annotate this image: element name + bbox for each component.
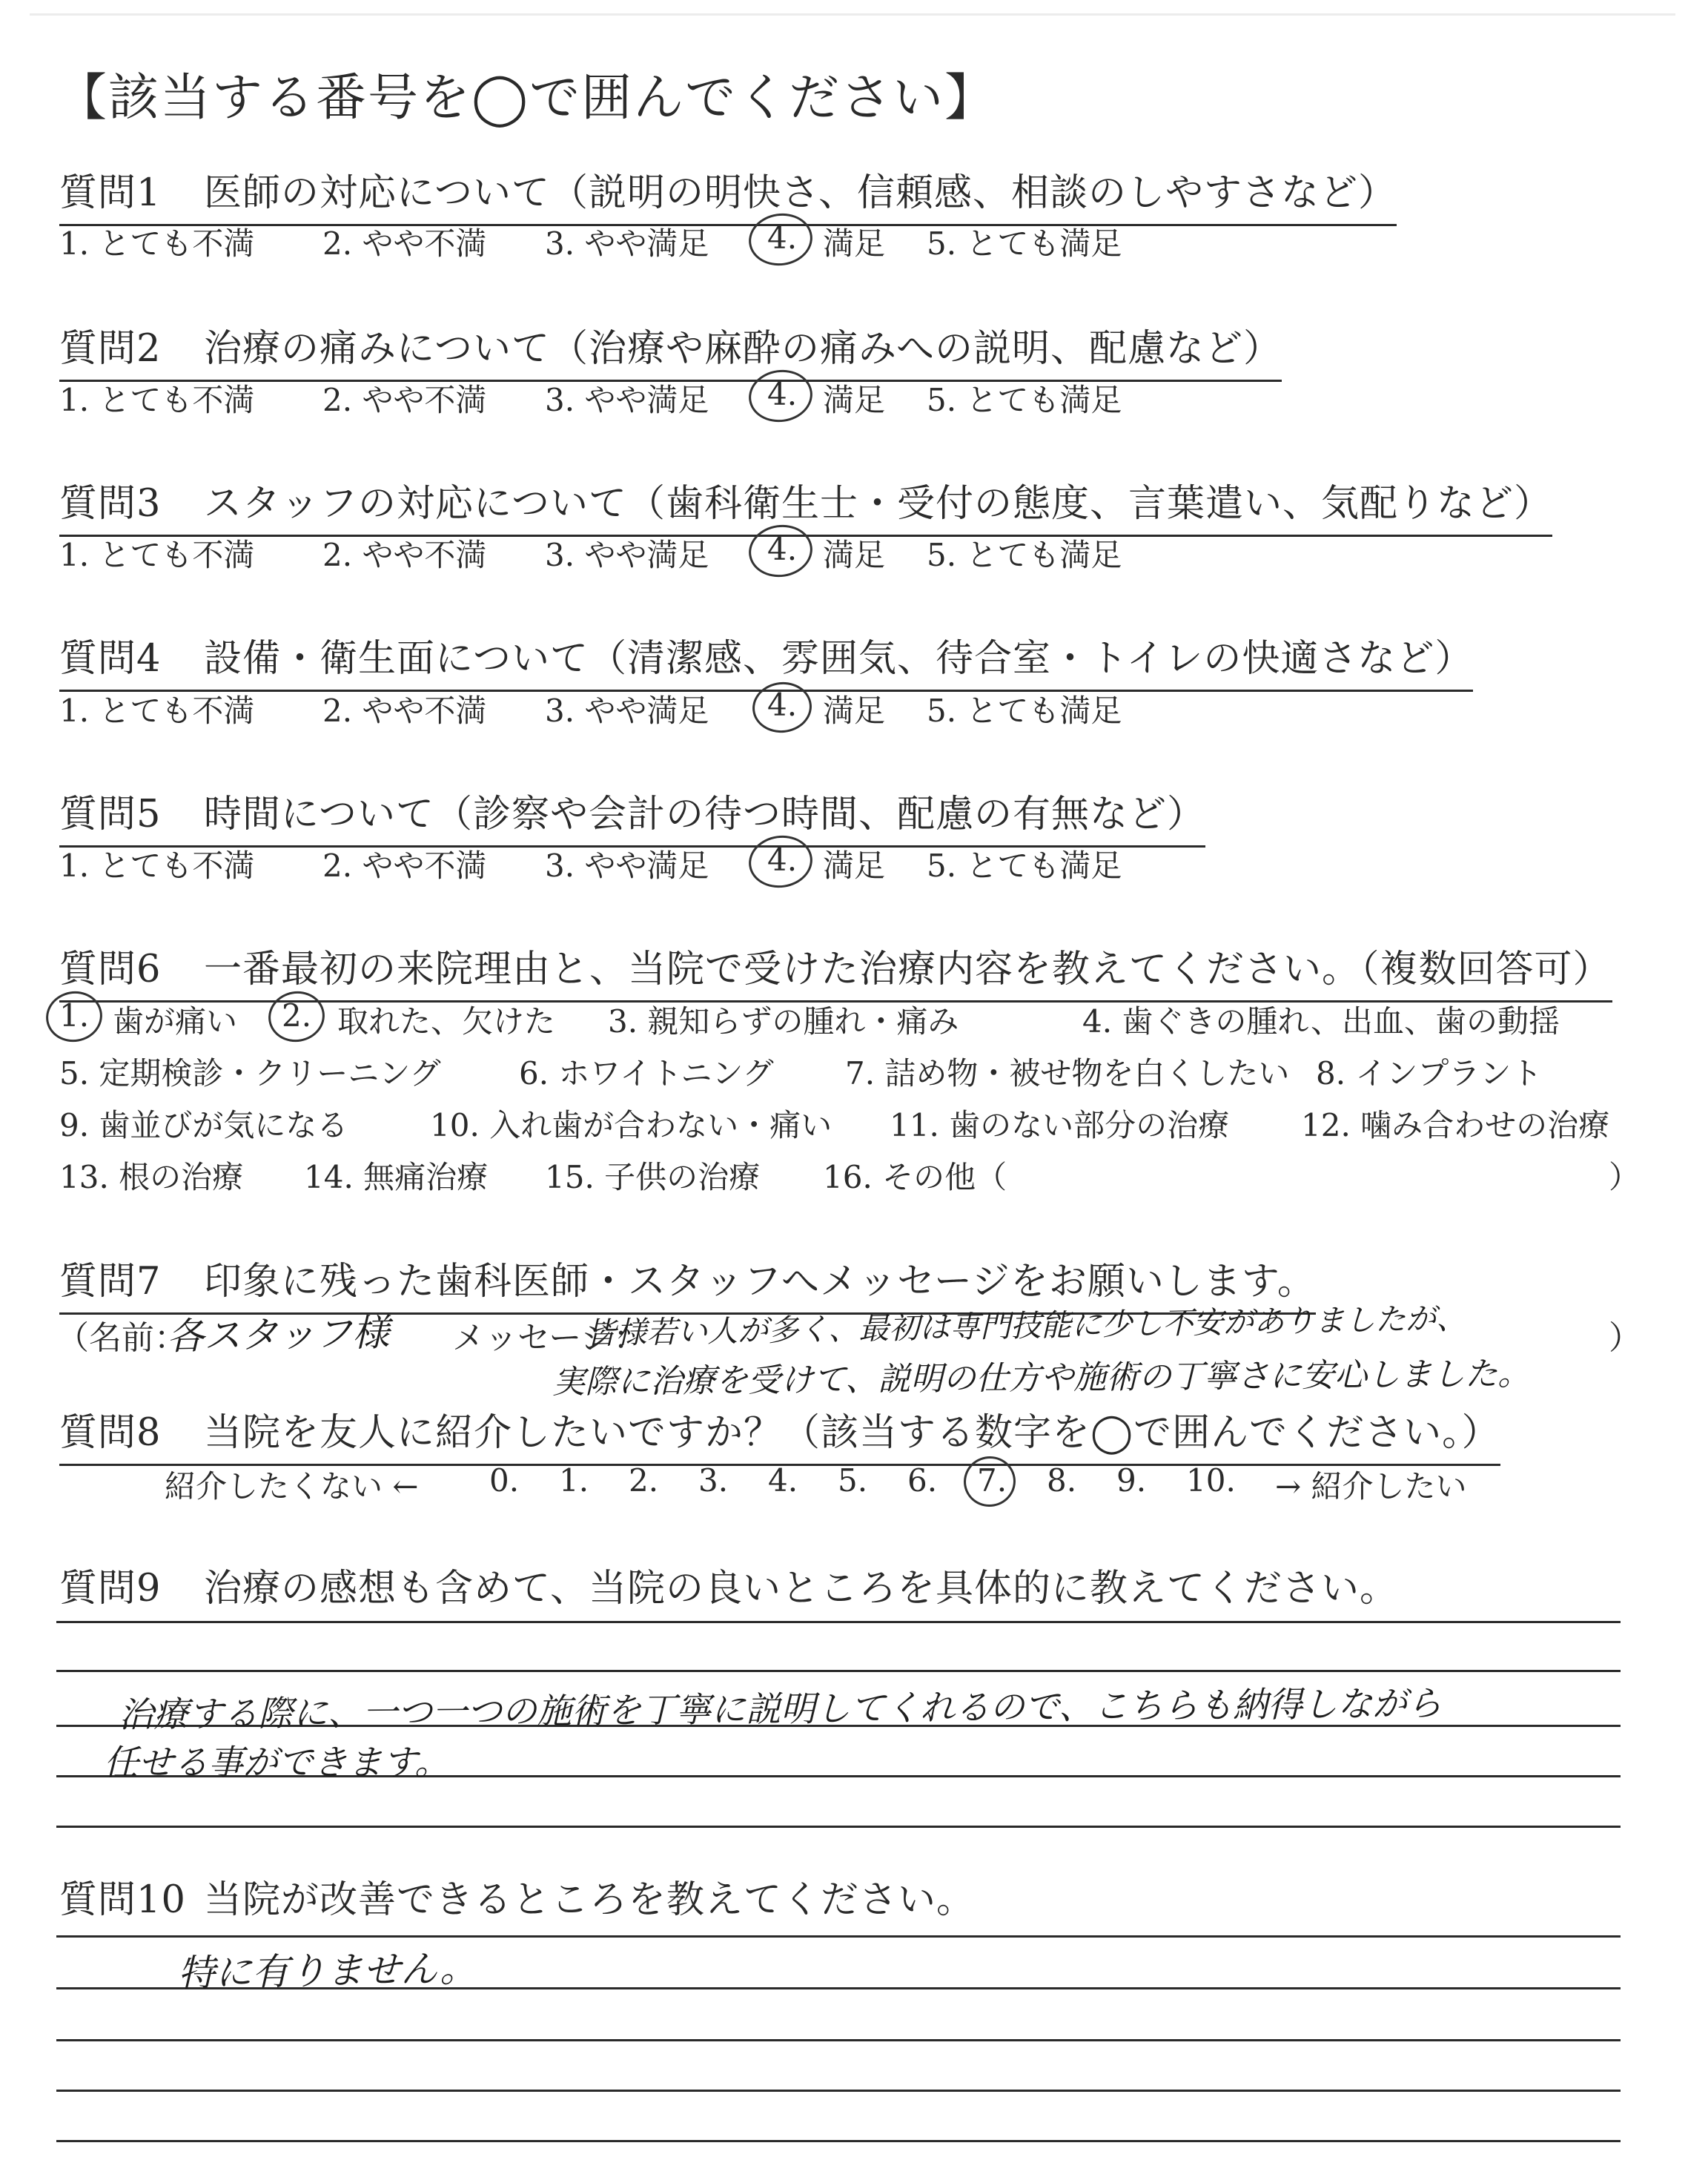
option-4[interactable]: 4. 歯ぐきの腫れ、出血、歯の動揺 bbox=[1082, 1003, 1560, 1040]
question-9-heading bbox=[59, 1557, 1398, 1612]
option-3[interactable]: 3. やや満足 bbox=[545, 848, 709, 884]
option-4-number[interactable]: 4. bbox=[767, 531, 798, 567]
answer-line bbox=[56, 1621, 1621, 1623]
option-14[interactable]: 14. 無痛治療 bbox=[304, 1159, 489, 1195]
question-8-heading bbox=[59, 1401, 1500, 1466]
question-text: 治療の感想も含めて、当院の良いところを具体的に教えてください。 bbox=[204, 1567, 1398, 1611]
question-number: 質問8 bbox=[59, 1411, 162, 1455]
option-5[interactable]: 5. 定期検診・クリーニング bbox=[59, 1055, 441, 1091]
handwritten-answer-line-1: 特に有りません。 bbox=[177, 1946, 477, 1995]
question-text: 印象に残った歯科医師・スタッフへメッセージをお願いします。 bbox=[204, 1260, 1316, 1304]
scale-option-0[interactable]: 0. bbox=[489, 1462, 520, 1499]
question-5-heading bbox=[59, 783, 1205, 848]
option-15[interactable]: 15. 子供の治療 bbox=[545, 1159, 761, 1195]
option-4-label[interactable]: 満足 bbox=[823, 848, 886, 884]
option-2[interactable]: 2. やや不満 bbox=[322, 225, 487, 262]
scale-option-6[interactable]: 6. bbox=[907, 1462, 938, 1499]
option-3[interactable]: 3. 親知らずの腫れ・痛み bbox=[608, 1003, 959, 1040]
question-text: 当院を友人に紹介したいですか？（該当する数字を◯で囲んでください。） bbox=[204, 1411, 1500, 1455]
option-3[interactable]: 3. やや満足 bbox=[545, 693, 709, 729]
question-number: 質問6 bbox=[59, 948, 162, 991]
option-2[interactable]: 2. やや不満 bbox=[322, 848, 487, 884]
handwritten-answer-line-2: 任せる事ができます。 bbox=[104, 1743, 450, 1783]
option-7[interactable]: 7. 詰め物・被せ物を白くしたい bbox=[845, 1055, 1290, 1091]
option-4-number[interactable]: 4. bbox=[767, 376, 798, 412]
answer-line bbox=[56, 2090, 1621, 2092]
handwritten-answer-line-1: 治療する際に、一つ一つの施術を丁寧に説明してくれるので、こちらも納得しながら bbox=[118, 1683, 1443, 1736]
handwritten-name: 各スタッフ様 bbox=[166, 1311, 390, 1358]
option-6[interactable]: 6. ホワイトニング bbox=[519, 1055, 774, 1091]
option-4-label[interactable]: 満足 bbox=[823, 537, 886, 573]
option-5[interactable]: 5. とても満足 bbox=[927, 693, 1122, 729]
option-4-number[interactable]: 4. bbox=[767, 219, 798, 256]
option-12[interactable]: 12. 噛み合わせの治療 bbox=[1301, 1107, 1610, 1143]
question-number: 質問7 bbox=[59, 1260, 162, 1304]
option-2-number[interactable]: 2. bbox=[282, 997, 312, 1034]
question-number: 質問2 bbox=[59, 327, 162, 371]
option-8[interactable]: 8. インプラント bbox=[1316, 1055, 1543, 1091]
option-2[interactable]: 2. やや不満 bbox=[322, 537, 487, 573]
answer-line bbox=[56, 2039, 1621, 2041]
question-text: 治療の痛みについて（治療や麻酔の痛みへの説明、配慮など） bbox=[204, 327, 1282, 371]
scale-option-2[interactable]: 2. bbox=[629, 1462, 659, 1499]
question-number: 質問10 bbox=[59, 1878, 186, 1922]
message-label: メッセージ： bbox=[452, 1319, 646, 1357]
name-label: （名前： bbox=[56, 1319, 187, 1357]
question-10 bbox=[59, 1869, 975, 1923]
option-2[interactable]: 2. やや不満 bbox=[322, 382, 487, 418]
answer-line bbox=[56, 1826, 1621, 1828]
option-5[interactable]: 5. とても満足 bbox=[927, 225, 1122, 262]
question-3-heading bbox=[59, 472, 1552, 537]
option-13[interactable]: 13. 根の治療 bbox=[59, 1159, 244, 1195]
question-9 bbox=[59, 1557, 1398, 1612]
question-text: 当院が改善できるところを教えてください。 bbox=[204, 1878, 976, 1922]
question-1-heading bbox=[59, 162, 1397, 226]
question-1 bbox=[59, 162, 1397, 226]
scale-option-5[interactable]: 5. bbox=[838, 1462, 868, 1499]
question-8 bbox=[59, 1401, 1500, 1466]
option-5[interactable]: 5. とても満足 bbox=[927, 848, 1122, 884]
top-border bbox=[30, 13, 1675, 16]
page-title: 【該当する番号を◯で囲んでください】 bbox=[56, 69, 997, 128]
option-10[interactable]: 10. 入れ歯が合わない・痛い bbox=[430, 1107, 833, 1143]
option-9[interactable]: 9. 歯並びが気になる bbox=[59, 1107, 348, 1143]
handwritten-message-line-1: 皆様若い人が多く、最初は専門技能に少し不安がありましたが、 bbox=[585, 1300, 1467, 1352]
scale-option-10[interactable]: 10. bbox=[1186, 1462, 1236, 1499]
option-1-number[interactable]: 1. bbox=[59, 997, 90, 1034]
option-5[interactable]: 5. とても満足 bbox=[927, 537, 1122, 573]
option-2-label[interactable]: 取れた、欠けた bbox=[337, 1003, 556, 1040]
scale-left-label: 紹介したくない ← bbox=[165, 1468, 419, 1505]
answer-line bbox=[56, 1935, 1621, 1938]
scale-option-1[interactable]: 1. bbox=[559, 1462, 589, 1499]
answer-line bbox=[56, 2140, 1621, 2142]
question-number: 質問9 bbox=[59, 1567, 162, 1611]
option-11[interactable]: 11. 歯のない部分の治療 bbox=[890, 1107, 1230, 1143]
question-4 bbox=[59, 627, 1473, 692]
question-2 bbox=[59, 317, 1282, 382]
question-text: 時間について（診察や会計の待つ時間、配慮の有無など） bbox=[204, 793, 1205, 836]
option-5[interactable]: 5. とても満足 bbox=[927, 382, 1122, 418]
option-1-label[interactable]: 歯が痛い bbox=[113, 1003, 238, 1040]
scale-option-4[interactable]: 4. bbox=[768, 1462, 798, 1499]
option-2[interactable]: 2. やや不満 bbox=[322, 693, 487, 729]
question-number: 質問3 bbox=[59, 482, 162, 526]
question-number: 質問4 bbox=[59, 637, 162, 681]
question-text: 設備・衛生面について（清潔感、雰囲気、待合室・トイレの快適さなど） bbox=[204, 637, 1474, 681]
option-4-number[interactable]: 4. bbox=[767, 842, 798, 878]
option-16-other[interactable]: 16. その他（ bbox=[823, 1159, 1007, 1195]
option-1[interactable]: 1. とても不満 bbox=[59, 693, 255, 729]
scale-option-3[interactable]: 3. bbox=[698, 1462, 729, 1499]
question-text: 一番最初の来院理由と、当院で受けた治療内容を教えてください。（複数回答可） bbox=[204, 948, 1612, 991]
option-3[interactable]: 3. やや満足 bbox=[545, 382, 709, 418]
scale-option-7[interactable]: 7. bbox=[977, 1462, 1007, 1499]
option-1[interactable]: 1. とても不満 bbox=[59, 537, 255, 573]
answer-line bbox=[56, 1670, 1621, 1672]
option-4-number[interactable]: 4. bbox=[767, 687, 798, 723]
option-4-label[interactable]: 満足 bbox=[823, 225, 886, 262]
question-text: 医師の対応について（説明の明快さ、信頼感、相談のしやすさなど） bbox=[204, 171, 1397, 215]
question-4-heading bbox=[59, 627, 1473, 692]
message-close-paren: ） bbox=[1609, 1319, 1641, 1357]
option-1[interactable]: 1. とても不満 bbox=[59, 848, 255, 884]
question-number: 質問5 bbox=[59, 793, 162, 836]
question-number: 質問1 bbox=[59, 171, 162, 215]
question-10-heading bbox=[59, 1869, 975, 1923]
scale-option-9[interactable]: 9. bbox=[1116, 1462, 1147, 1499]
scale-right-label: → 紹介したい bbox=[1275, 1468, 1467, 1505]
option-3[interactable]: 3. やや満足 bbox=[545, 537, 709, 573]
handwritten-message-line-2: 実際に治療を受けて、説明の仕方や施術の丁寧さに安心しました。 bbox=[552, 1355, 1531, 1401]
other-close-paren: ） bbox=[1609, 1159, 1641, 1195]
option-4-label[interactable]: 満足 bbox=[823, 693, 886, 729]
question-3 bbox=[59, 472, 1552, 537]
question-text: スタッフの対応について（歯科衛生士・受付の態度、言葉遣い、気配りなど） bbox=[204, 482, 1552, 526]
scale-option-8[interactable]: 8. bbox=[1047, 1462, 1077, 1499]
option-1[interactable]: 1. とても不満 bbox=[59, 225, 255, 262]
question-5 bbox=[59, 783, 1205, 848]
option-1[interactable]: 1. とても不満 bbox=[59, 382, 255, 418]
question-2-heading bbox=[59, 317, 1282, 382]
option-4-label[interactable]: 満足 bbox=[823, 382, 886, 418]
option-3[interactable]: 3. やや満足 bbox=[545, 225, 709, 262]
